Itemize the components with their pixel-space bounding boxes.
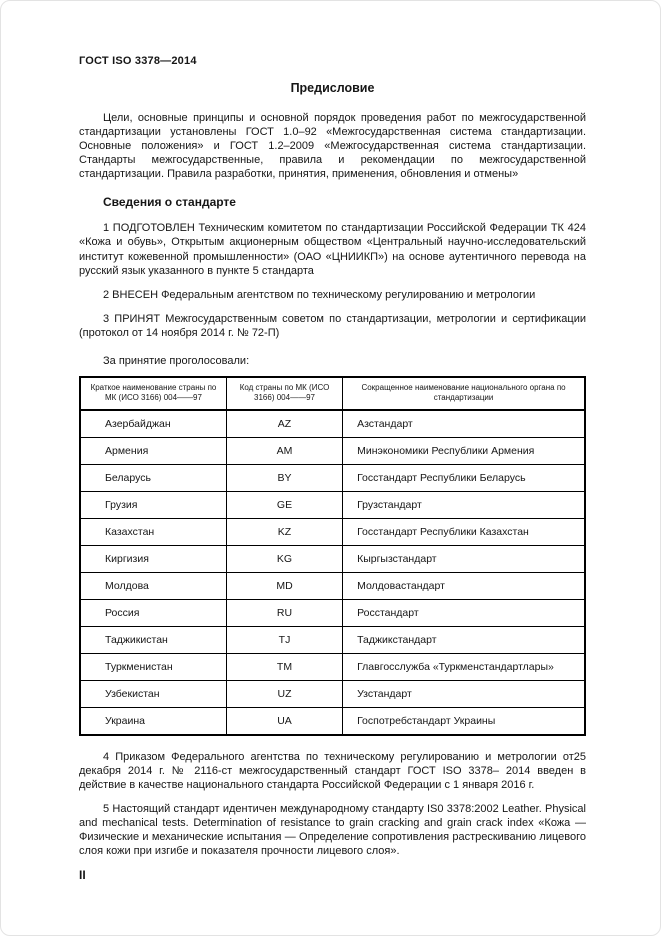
standard-item-4: 4 Приказом Федерального агентства по техническому регулированию и метрологии от25 декабря 2014 г. № 2116-ст межгосударственный стандарт ГОСТ ISO 3378– 2014 введен в действие в качестве национального стандарта Российской Федерации с 1 января 2016 г.: [79, 750, 586, 791]
table-row: [80, 653, 585, 680]
cell-national-body: Госстандарт Республики Казахстан: [343, 518, 585, 545]
table-body: [80, 410, 585, 735]
cell-country-name: Туркменистан: [80, 653, 226, 680]
cell-country-name: Беларусь: [80, 464, 226, 491]
standard-item-5: 5 Настоящий стандарт идентичен международному стандарту IS0 3378:2002 Leather. Physical and mechanical tests. Determination of resistance to grain cracking and grain crack index «Кожа — Физические и механические испытания — Определение сопротивления растрескиванию лицевого слоя кожи при изгибе и показателя прочности лицевого слоя».: [79, 803, 586, 858]
cell-national-body: Таджикстандарт: [343, 626, 585, 653]
cell-national-body: Госстандарт Республики Беларусь: [343, 464, 585, 491]
cell-country-name: Азербайджан: [80, 410, 226, 438]
cell-country-code: TJ: [226, 626, 342, 653]
cell-country-name: Украина: [80, 707, 226, 735]
page-number: II: [79, 868, 86, 883]
cell-country-name: Таджикистан: [80, 626, 226, 653]
header-country-name: Краткое наименование страны по МК (ИСО 3166) 004——97: [80, 377, 226, 410]
cell-national-body: Молдовастандарт: [343, 572, 585, 599]
table-row: [80, 545, 585, 572]
cell-national-body: Главгосслужба «Туркменстандартлары»: [343, 653, 585, 680]
table-row: [80, 626, 585, 653]
table-row: [80, 464, 585, 491]
cell-national-body: Госпотребстандарт Украины: [343, 707, 585, 735]
page-content: [1, 1, 660, 882]
voting-countries-table: [79, 376, 586, 736]
table-row: [80, 518, 585, 545]
cell-country-code: MD: [226, 572, 342, 599]
cell-country-code: RU: [226, 599, 342, 626]
table-row: [80, 680, 585, 707]
cell-country-name: Узбекистан: [80, 680, 226, 707]
cell-country-code: GE: [226, 491, 342, 518]
cell-country-name: Армения: [80, 437, 226, 464]
cell-country-name: Молдова: [80, 572, 226, 599]
cell-country-code: UZ: [226, 680, 342, 707]
cell-national-body: Узстандарт: [343, 680, 585, 707]
cell-country-code: UA: [226, 707, 342, 735]
cell-country-name: Россия: [80, 599, 226, 626]
cell-national-body: Грузстандарт: [343, 491, 585, 518]
table-row: [80, 707, 585, 735]
cell-country-code: KZ: [226, 518, 342, 545]
section-title: Сведения о стандарте: [103, 195, 236, 210]
table-row: [80, 410, 585, 438]
cell-national-body: Азстандарт: [343, 410, 585, 438]
cell-country-code: AZ: [226, 410, 342, 438]
header-national-body: Сокращенное наименование национального органа по стандартизации: [343, 377, 585, 410]
cell-country-code: BY: [226, 464, 342, 491]
standard-item-3: 3 ПРИНЯТ Межгосударственным советом по стандартизации, метрологии и сертификации (протокол от 14 ноября 2014 г. № 72-П): [79, 312, 586, 339]
table-row: [80, 437, 585, 464]
cell-country-code: TM: [226, 653, 342, 680]
intro-paragraph: Цели, основные принципы и основной порядок проведения работ по межгосударственной стандартизации установлены ГОСТ 1.0–92 «Межгосударственная система стандартизации. Основные положения» и ГОСТ 1.2–2009 «Межгосударственная система стандартизации. Стандарты межгосударственные, правила и рекомендации по межгосударственной стандартизации. Правила разработки, принятия, применения, обновления и отмены»: [79, 112, 586, 181]
page-title: Предисловие: [290, 81, 375, 95]
cell-national-body: Кыргызстандарт: [343, 545, 585, 572]
table-row: [80, 491, 585, 518]
document-code: ГОСТ ISO 3378—2014: [79, 55, 197, 67]
vote-label: За принятие проголосовали:: [103, 354, 250, 367]
table-row: [80, 572, 585, 599]
cell-country-name: Киргизия: [80, 545, 226, 572]
cell-national-body: Минэкономики Республики Армения: [343, 437, 585, 464]
standard-item-1: 1 ПОДГОТОВЛЕН Техническим комитетом по стандартизации Российской Федерации ТК 424 «Кожа и обувь», Открытым акционерным обществом «Центральный научно-исследовательский институт кожевенной промышленности» (ОАО «ЦНИИКП») на основе аутентичного перевода на русский язык указанного в пункте 5 стандарта: [79, 222, 586, 277]
cell-country-code: AM: [226, 437, 342, 464]
table-head: [80, 377, 585, 410]
cell-national-body: Росстандарт: [343, 599, 585, 626]
table-row: [80, 599, 585, 626]
cell-country-code: KG: [226, 545, 342, 572]
standard-item-2: 2 ВНЕСЕН Федеральным агентством по техническому регулированию и метрологии: [103, 288, 536, 301]
table-header-row: [80, 377, 585, 410]
header-country-code: Код страны по МК (ИСО 3166) 004——97: [226, 377, 342, 410]
cell-country-name: Грузия: [80, 491, 226, 518]
cell-country-name: Казахстан: [80, 518, 226, 545]
